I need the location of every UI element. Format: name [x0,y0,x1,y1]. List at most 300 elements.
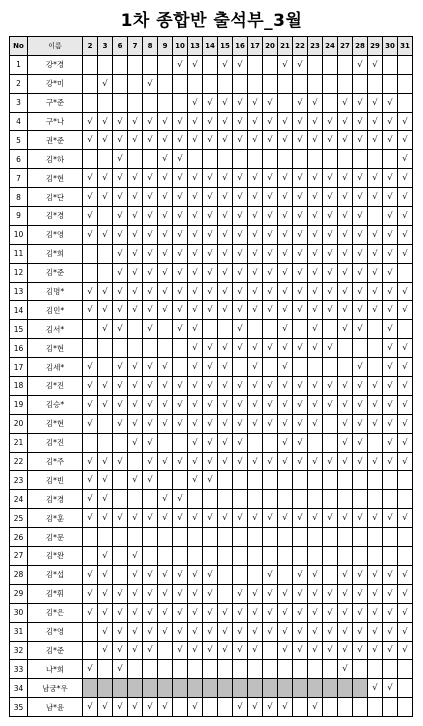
empty-cell [113,565,128,584]
empty-cell [308,490,323,509]
attendance-check: √ [338,660,353,679]
attendance-check: √ [188,584,203,603]
empty-cell [113,74,128,93]
empty-cell [353,339,368,358]
table-row [10,358,413,377]
empty-cell [98,244,113,263]
attendance-check: √ [113,282,128,301]
empty-cell [203,490,218,509]
attendance-check: √ [248,358,263,377]
attendance-check: √ [383,565,398,584]
student-name: 김*휘 [28,584,83,603]
attendance-check: √ [308,244,323,263]
empty-cell [128,55,143,74]
attendance-check: √ [143,358,158,377]
attendance-check: √ [263,263,278,282]
empty-cell [263,433,278,452]
attendance-check: √ [338,263,353,282]
attendance-check: √ [188,263,203,282]
student-name: 김민* [28,301,83,320]
attendance-check: √ [203,414,218,433]
attendance-check: √ [233,282,248,301]
empty-cell [83,244,98,263]
attendance-check: √ [278,358,293,377]
attendance-check: √ [203,93,218,112]
attendance-check: √ [308,282,323,301]
empty-cell [323,320,338,339]
attendance-check: √ [233,207,248,226]
empty-cell [308,55,323,74]
row-number: 3 [10,93,28,112]
student-name: 강*경 [28,55,83,74]
table-row [10,244,413,263]
row-number: 16 [10,339,28,358]
empty-cell [248,660,263,679]
shaded-cell [188,679,203,698]
attendance-check: √ [113,395,128,414]
attendance-check: √ [398,603,413,622]
empty-cell [233,528,248,547]
attendance-check: √ [323,603,338,622]
attendance-check: √ [338,207,353,226]
empty-cell [98,150,113,169]
attendance-check: √ [248,377,263,396]
attendance-check: √ [173,377,188,396]
attendance-check: √ [398,244,413,263]
attendance-check: √ [308,565,323,584]
empty-cell [83,74,98,93]
empty-cell [383,547,398,566]
attendance-check: √ [383,301,398,320]
attendance-check: √ [308,395,323,414]
attendance-check: √ [278,320,293,339]
empty-cell [278,150,293,169]
table-row [10,74,413,93]
attendance-check: √ [158,207,173,226]
attendance-check: √ [218,433,233,452]
empty-cell [383,471,398,490]
table-row [10,565,413,584]
attendance-check: √ [128,622,143,641]
attendance-check: √ [278,55,293,74]
empty-cell [83,641,98,660]
empty-cell [368,471,383,490]
row-number: 31 [10,622,28,641]
empty-cell [158,433,173,452]
attendance-check: √ [248,509,263,528]
empty-cell [278,74,293,93]
header-day: 27 [338,37,353,56]
attendance-check: √ [98,395,113,414]
attendance-check: √ [293,112,308,131]
attendance-check: √ [248,282,263,301]
attendance-check: √ [278,244,293,263]
attendance-check: √ [98,490,113,509]
attendance-check: √ [278,377,293,396]
attendance-check: √ [323,301,338,320]
table-row [10,622,413,641]
empty-cell [368,528,383,547]
shaded-cell [233,679,248,698]
attendance-check: √ [353,320,368,339]
row-number: 29 [10,584,28,603]
table-row [10,698,413,717]
empty-cell [278,547,293,566]
attendance-check: √ [188,320,203,339]
attendance-check: √ [338,414,353,433]
empty-cell [113,490,128,509]
empty-cell [323,490,338,509]
empty-cell [233,660,248,679]
attendance-check: √ [173,112,188,131]
attendance-check: √ [218,622,233,641]
attendance-check: √ [143,301,158,320]
empty-cell [308,358,323,377]
attendance-check: √ [113,320,128,339]
attendance-check: √ [143,112,158,131]
row-number: 10 [10,225,28,244]
attendance-check: √ [128,433,143,452]
empty-cell [338,698,353,717]
empty-cell [398,547,413,566]
attendance-check: √ [83,131,98,150]
attendance-check: √ [203,112,218,131]
table-row [10,207,413,226]
attendance-check: √ [353,433,368,452]
attendance-check: √ [218,414,233,433]
attendance-check: √ [173,244,188,263]
empty-cell [158,660,173,679]
attendance-check: √ [203,282,218,301]
attendance-check: √ [263,509,278,528]
attendance-check: √ [218,93,233,112]
shaded-cell [98,679,113,698]
attendance-check: √ [293,225,308,244]
header-day: 28 [353,37,368,56]
attendance-check: √ [353,358,368,377]
empty-cell [128,74,143,93]
row-number: 12 [10,263,28,282]
attendance-check: √ [293,377,308,396]
empty-cell [323,698,338,717]
student-name: 김*주 [28,452,83,471]
attendance-check: √ [83,188,98,207]
attendance-check: √ [203,509,218,528]
attendance-check: √ [383,358,398,377]
empty-cell [323,528,338,547]
table-row [10,131,413,150]
shaded-cell [353,679,368,698]
attendance-check: √ [218,339,233,358]
attendance-check: √ [278,339,293,358]
attendance-check: √ [128,547,143,566]
student-name: 김*영 [28,225,83,244]
header-day: 21 [278,37,293,56]
attendance-check: √ [248,603,263,622]
student-name: 권*준 [28,131,83,150]
attendance-check: √ [203,622,218,641]
attendance-check: √ [173,509,188,528]
attendance-check: √ [308,641,323,660]
student-name: 나*희 [28,660,83,679]
student-name: 김*준 [28,263,83,282]
attendance-check: √ [158,150,173,169]
attendance-check: √ [218,603,233,622]
attendance-check: √ [293,131,308,150]
attendance-check: √ [143,169,158,188]
attendance-check: √ [353,641,368,660]
attendance-check: √ [233,320,248,339]
attendance-check: √ [188,565,203,584]
attendance-check: √ [383,225,398,244]
attendance-check: √ [203,452,218,471]
empty-cell [113,433,128,452]
empty-cell [248,547,263,566]
attendance-check: √ [353,282,368,301]
attendance-check: √ [143,377,158,396]
attendance-check: √ [293,509,308,528]
empty-cell [323,74,338,93]
attendance-check: √ [233,584,248,603]
empty-cell [308,433,323,452]
shaded-cell [173,679,188,698]
empty-cell [83,150,98,169]
empty-cell [293,471,308,490]
attendance-check: √ [398,150,413,169]
attendance-check: √ [143,74,158,93]
empty-cell [368,547,383,566]
attendance-check: √ [173,301,188,320]
empty-cell [248,565,263,584]
attendance-check: √ [308,188,323,207]
empty-cell [203,55,218,74]
attendance-check: √ [248,93,263,112]
student-name: 김*준 [28,641,83,660]
attendance-check: √ [158,622,173,641]
attendance-check: √ [173,603,188,622]
attendance-check: √ [98,188,113,207]
attendance-check: √ [113,207,128,226]
attendance-check: √ [323,263,338,282]
row-number: 15 [10,320,28,339]
attendance-check: √ [98,641,113,660]
empty-cell [263,471,278,490]
attendance-check: √ [203,584,218,603]
table-row [10,93,413,112]
attendance-check: √ [128,207,143,226]
empty-cell [338,471,353,490]
attendance-check: √ [98,169,113,188]
attendance-check: √ [98,565,113,584]
attendance-check: √ [353,55,368,74]
attendance-check: √ [278,131,293,150]
attendance-check: √ [248,622,263,641]
attendance-check: √ [98,301,113,320]
attendance-check: √ [323,377,338,396]
attendance-check: √ [293,565,308,584]
empty-cell [368,358,383,377]
empty-cell [98,93,113,112]
attendance-check: √ [263,112,278,131]
attendance-check: √ [173,225,188,244]
empty-cell [188,547,203,566]
attendance-check: √ [128,565,143,584]
empty-cell [128,320,143,339]
attendance-check: √ [173,584,188,603]
table-row [10,528,413,547]
empty-cell [158,320,173,339]
attendance-check: √ [338,169,353,188]
attendance-check: √ [173,55,188,74]
page-title: 1차 종합반 출석부_3월 [120,11,303,31]
attendance-check: √ [98,320,113,339]
attendance-check: √ [98,471,113,490]
attendance-check: √ [248,698,263,717]
attendance-check: √ [353,395,368,414]
row-number: 27 [10,547,28,566]
attendance-check: √ [233,452,248,471]
attendance-check: √ [158,263,173,282]
attendance-check: √ [203,339,218,358]
empty-cell [368,698,383,717]
row-number: 22 [10,452,28,471]
attendance-check: √ [188,244,203,263]
attendance-check: √ [188,698,203,717]
row-number: 18 [10,377,28,396]
empty-cell [98,414,113,433]
attendance-check: √ [368,225,383,244]
attendance-check: √ [233,339,248,358]
header-day: 6 [113,37,128,56]
attendance-check: √ [158,395,173,414]
empty-cell [338,339,353,358]
student-name: 김*문 [28,528,83,547]
attendance-check: √ [308,207,323,226]
shaded-cell [158,679,173,698]
empty-cell [203,660,218,679]
empty-cell [293,698,308,717]
empty-cell [188,150,203,169]
header-day: 24 [323,37,338,56]
shaded-cell [128,679,143,698]
empty-cell [203,150,218,169]
empty-cell [128,528,143,547]
header-day: 13 [188,37,203,56]
table-row [10,660,413,679]
attendance-check: √ [188,169,203,188]
empty-cell [368,150,383,169]
empty-cell [173,660,188,679]
attendance-check: √ [203,188,218,207]
attendance-check: √ [83,282,98,301]
empty-cell [173,93,188,112]
attendance-check: √ [338,282,353,301]
attendance-check: √ [368,603,383,622]
attendance-check: √ [143,320,158,339]
empty-cell [158,339,173,358]
empty-cell [338,528,353,547]
attendance-check: √ [158,112,173,131]
attendance-check: √ [383,131,398,150]
row-number: 17 [10,358,28,377]
attendance-check: √ [293,584,308,603]
attendance-check: √ [248,301,263,320]
empty-cell [83,622,98,641]
row-number: 28 [10,565,28,584]
attendance-check: √ [158,282,173,301]
attendance-check: √ [233,244,248,263]
attendance-check: √ [83,660,98,679]
empty-cell [128,660,143,679]
attendance-check: √ [113,112,128,131]
attendance-check: √ [383,395,398,414]
attendance-check: √ [383,282,398,301]
attendance-check: √ [308,509,323,528]
empty-cell [143,93,158,112]
table-row [10,641,413,660]
student-name: 김*현 [28,414,83,433]
attendance-check: √ [218,55,233,74]
attendance-check: √ [368,622,383,641]
attendance-check: √ [143,641,158,660]
attendance-check: √ [383,641,398,660]
student-name: 김*희 [28,244,83,263]
empty-cell [158,528,173,547]
attendance-check: √ [278,112,293,131]
attendance-check: √ [368,55,383,74]
table-row [10,225,413,244]
attendance-check: √ [173,622,188,641]
row-number: 8 [10,188,28,207]
shaded-cell [218,679,233,698]
attendance-check: √ [98,282,113,301]
empty-cell [323,55,338,74]
attendance-check: √ [383,207,398,226]
attendance-check: √ [233,169,248,188]
table-row [10,509,413,528]
empty-cell [248,528,263,547]
attendance-check: √ [158,698,173,717]
attendance-check: √ [308,584,323,603]
attendance-check: √ [173,320,188,339]
attendance-check: √ [323,641,338,660]
attendance-check: √ [338,565,353,584]
empty-cell [263,547,278,566]
attendance-check: √ [398,584,413,603]
empty-cell [278,471,293,490]
attendance-check: √ [218,263,233,282]
attendance-check: √ [293,282,308,301]
attendance-check: √ [128,414,143,433]
attendance-check: √ [248,207,263,226]
attendance-check: √ [353,112,368,131]
attendance-check: √ [263,188,278,207]
attendance-check: √ [98,225,113,244]
attendance-check: √ [293,622,308,641]
attendance-check: √ [248,641,263,660]
attendance-check: √ [308,112,323,131]
attendance-check: √ [113,358,128,377]
attendance-check: √ [323,584,338,603]
attendance-check: √ [338,377,353,396]
attendance-check: √ [368,641,383,660]
attendance-check: √ [188,414,203,433]
attendance-check: √ [128,358,143,377]
empty-cell [308,150,323,169]
empty-cell [173,358,188,377]
attendance-check: √ [278,301,293,320]
empty-cell [398,660,413,679]
